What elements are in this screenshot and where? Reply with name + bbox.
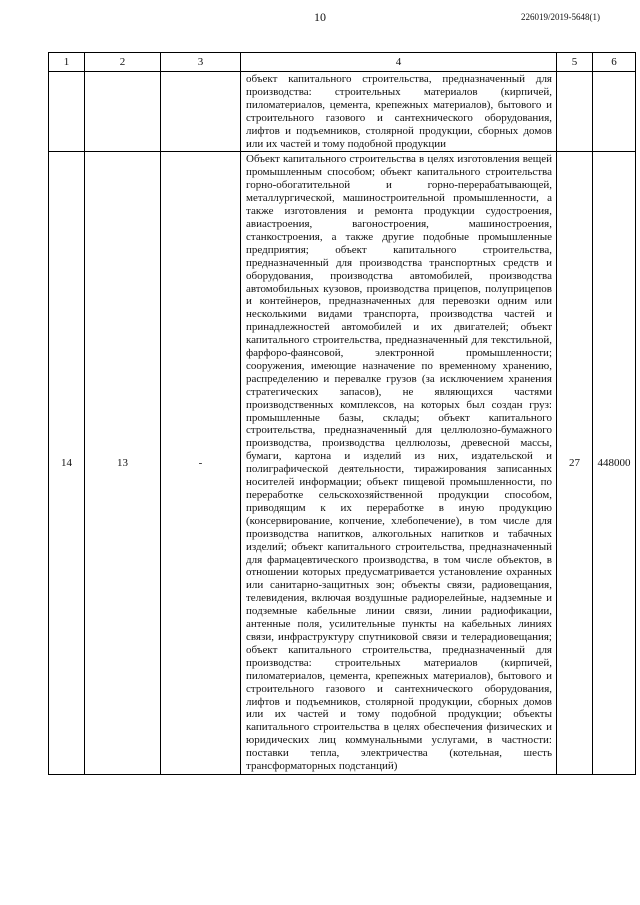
dash-value: - bbox=[161, 152, 241, 775]
row-number: 14 bbox=[49, 152, 85, 775]
column-header-4: 4 bbox=[241, 53, 557, 72]
column-number-row bbox=[49, 53, 636, 72]
column-header-6: 6 bbox=[593, 53, 636, 72]
column-header-3: 3 bbox=[161, 53, 241, 72]
column-header-2: 2 bbox=[85, 53, 161, 72]
value-col5: 27 bbox=[557, 152, 593, 775]
column-header-5: 5 bbox=[557, 53, 593, 72]
continuation-description: объект капитального строительства, предназначенный для производства: строительных материалов (кирпичей, пиломатериалов, цемента, крепежных материалов), бытового и строительного газового и сантехнического оборудования, лифтов и подъемников, столярной продукции, сборных домов или их частей и тому подобной продукции bbox=[241, 72, 557, 152]
document-code: 226019/2019-5648(1) bbox=[521, 12, 600, 22]
land-use-table bbox=[48, 52, 636, 775]
table-row bbox=[49, 152, 636, 775]
permitted-use-description: Объект капитального строительства в целях изготовления вещей промышленным способом; объект капитального строительства горно-обогатительной и горно-перерабатывающей, металлургической, машиностроительной промышленности, а также изготовления и ремонта продукции судостроения, авиастроения, вагоностроения, машиностроения, станкостроения, а также другие подобные промышленные предприятия; объект капитального строительства, предназначенный для производства транспортных средств и оборудования, производства автомобилей, производства автомобильных кузовов, производства прицепов, полуприцепов и контейнеров, предназначенных для перевозки одним или несколькими видами транспорта, производства частей и принадлежностей автомобилей и их двигателей; объект капитального строительства, предназначенный для текстильной, фарфоро-фаянсовой, электронной промышленности; сооружения, имеющие назначение по временному хранению, распределению и перевалке грузов (за исключением хранения стратегических запасов), не являющихся частями производственных комплексов, на которых был создан груз: промышленные базы, склады; объект капитального строительства, предназначенный для целлюлозно-бумажного производства, производства целлюлозы, древесной массы, бумаги, картона и изделий из них, издательской и полиграфической деятельности, тиражирования записанных носителей информации; объект пищевой промышленности, по переработке сельскохозяйственной продукции способом, приводящим к их переработке в иную продукцию (консервирование, копчение, хлебопечение), в том числе для производства напитков, алкогольных напитков и табачных изделий; объект капитального строительства, предназначенный для фармацевтического производства, в том числе объектов, в отношении которых предусматривается установление охранных или санитарно-защитных зон; объекты связи, радиовещания, телевидения, включая воздушные радиорелейные, надземные и подземные кабельные линии связи, линии радиофикации, антенные поля, усилительные пункты на кабельных линиях связи, инфраструктуру спутниковой связи и телерадиовещания; объект капитального строительства, предназначенный для производства: строительных материалов (кирпичей, пиломатериалов, цемента, крепежных материалов), бытового и строительного газового и сантехнического оборудования, лифтов и подъемников, столярной продукции, сборных домов или их частей и тому подобной продукции; объекты капитального строительства в целях обеспечения физических и юридических лиц коммунальными услугами, в частности: поставки тепла, электричества (котельная, шесть трансформаторных подстанций) bbox=[241, 152, 557, 775]
column-header-1: 1 bbox=[49, 53, 85, 72]
value-col6: 448000 bbox=[593, 152, 636, 775]
page-number: 10 bbox=[314, 10, 326, 24]
zone-code: 13 bbox=[85, 152, 161, 775]
continuation-row bbox=[49, 72, 636, 152]
